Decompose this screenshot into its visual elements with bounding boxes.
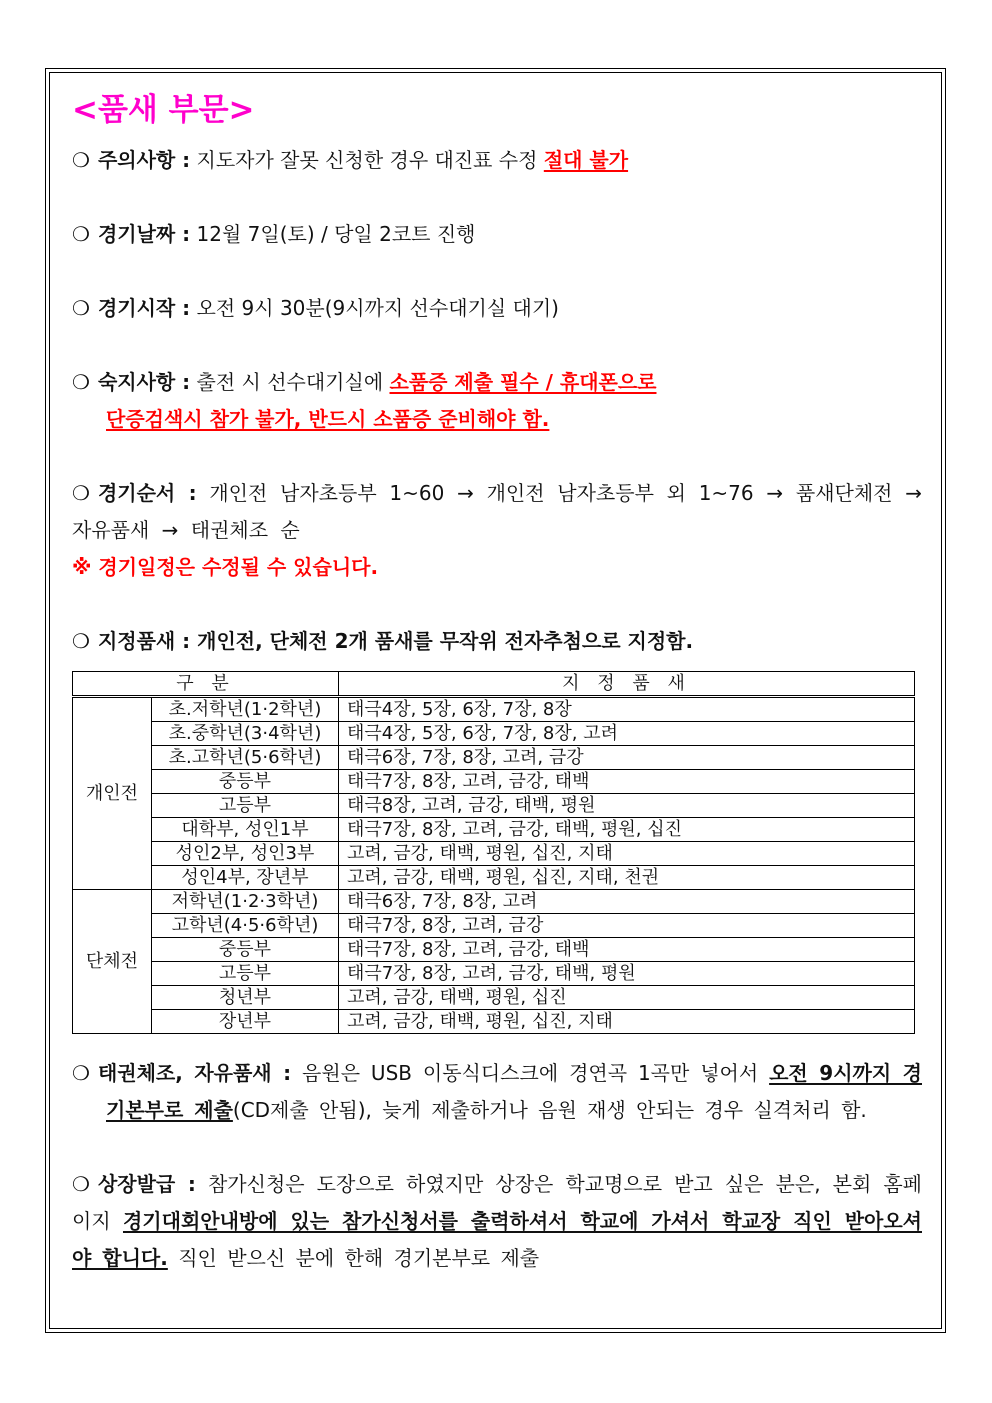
award-text-2: 직인 받으신 분에 한해 경기본부로 제출 (167, 1246, 540, 1270)
table-grade-cell: 성인4부, 장년부 (152, 866, 339, 890)
circle-bullet-icon: ❍ (72, 370, 90, 394)
table-grade-cell: 초.중학년(3·4학년) (152, 722, 339, 746)
table-row (73, 794, 915, 818)
table-row (73, 986, 915, 1010)
table-category-cell: 단체전 (73, 890, 152, 1034)
table-row (73, 697, 915, 722)
table-grade-cell: 장년부 (152, 1010, 339, 1034)
table-grade-cell: 중등부 (152, 938, 339, 962)
order-paragraph (72, 475, 922, 549)
table-patterns-cell: 태극6장, 7장, 8장, 고려, 금강 (339, 746, 915, 770)
schedule-note: ※ 경기일정은 수정될 수 있습니다. (72, 555, 379, 579)
order-text: 개인전 남자초등부 1~60 → 개인전 남자초등부 외 1~76 → 품새단체전 → 자유품새 → 태권체조 순 (72, 481, 922, 542)
notice-emphasis-2: 단증검색시 참가 불가, 반드시 소품증 준비해야 함. (106, 407, 550, 431)
start-text: 오전 9시 30분(9시까지 선수대기실 대기) (190, 296, 559, 320)
caution-paragraph (72, 142, 922, 179)
table-grade-cell: 중등부 (152, 770, 339, 794)
table-patterns-cell: 고려, 금강, 태백, 평원, 십진, 지태, 천권 (339, 866, 915, 890)
table-patterns-cell: 태극4장, 5장, 6장, 7장, 8장 (339, 697, 915, 722)
table-row (73, 866, 915, 890)
award-paragraph (72, 1166, 922, 1277)
freestyle-text-1: 음원은 USB 이동식디스크에 경연곡 1곡만 넣어서 (291, 1061, 770, 1085)
notice-label: 숙지사항 : (97, 370, 191, 394)
circle-bullet-icon: ❍ (72, 481, 90, 505)
date-paragraph (72, 216, 922, 253)
table-grade-cell: 고학년(4·5·6학년) (152, 914, 339, 938)
table-body (73, 697, 915, 1034)
table-grade-cell: 초.저학년(1·2학년) (152, 697, 339, 722)
freestyle-paragraph (72, 1055, 922, 1129)
start-paragraph (72, 290, 922, 327)
freestyle-emphasis: 오전 9시까지 경기본부로 제출 (106, 1061, 922, 1122)
table-row (73, 962, 915, 986)
table-category-cell: 개인전 (73, 697, 152, 890)
table-header-patterns: 지 정 품 새 (339, 672, 915, 697)
award-emphasis: 경기대회안내방에 있는 참가신청서를 출력하셔서 학교에 가셔서 학교장 직인 받아오셔야 합니다. (72, 1209, 922, 1270)
table-patterns-cell: 고려, 금강, 태백, 평원, 십진, 지태 (339, 1010, 915, 1034)
document-body-lower (72, 1055, 922, 1277)
table-row (73, 914, 915, 938)
table-patterns-cell: 태극7장, 8장, 고려, 금강, 태백, 평원 (339, 962, 915, 986)
date-text: 12월 7일(토) / 당일 2코트 진행 (190, 222, 476, 246)
order-label: 경기순서 : (97, 481, 197, 505)
table-grade-cell: 성인2부, 성인3부 (152, 842, 339, 866)
caution-label: 주의사항 : (97, 148, 191, 172)
circle-bullet-icon: ❍ (72, 629, 90, 653)
circle-bullet-icon: ❍ (72, 222, 90, 246)
designated-text: 개인전, 단체전 2개 품새를 무작위 전자추첨으로 지정함. (190, 629, 694, 653)
designated-poomsae-table (72, 671, 915, 1034)
table-row (73, 770, 915, 794)
designated-label: 지정품새 : (97, 629, 191, 653)
table-grade-cell: 고등부 (152, 962, 339, 986)
table-grade-cell: 저학년(1·2·3학년) (152, 890, 339, 914)
table-header-division: 구 분 (73, 672, 339, 697)
award-label: 상장발급 : (97, 1172, 196, 1196)
notice-paragraph (72, 364, 922, 401)
table-grade-cell: 청년부 (152, 986, 339, 1010)
table-grade-cell: 고등부 (152, 794, 339, 818)
table-row (73, 938, 915, 962)
table-row (73, 890, 915, 914)
section-title: <품새 부문> (72, 92, 255, 128)
table-patterns-cell: 태극7장, 8장, 고려, 금강, 태백 (339, 770, 915, 794)
table-patterns-cell: 태극7장, 8장, 고려, 금강, 태백 (339, 938, 915, 962)
table-grade-cell: 대학부, 성인1부 (152, 818, 339, 842)
table-patterns-cell: 태극7장, 8장, 고려, 금강, 태백, 평원, 십진 (339, 818, 915, 842)
caution-emphasis: 절대 불가 (543, 148, 629, 172)
table-row (73, 842, 915, 866)
notice-emphasis-1: 소품증 제출 필수 / 휴대폰으로 (389, 370, 657, 394)
table-row (73, 722, 915, 746)
start-label: 경기시작 : (97, 296, 191, 320)
date-label: 경기날짜 : (97, 222, 191, 246)
table-patterns-cell: 고려, 금강, 태백, 평원, 십진, 지태 (339, 842, 915, 866)
circle-bullet-icon: ❍ (72, 1061, 90, 1085)
table-row (73, 746, 915, 770)
freestyle-text-2: (CD제출 안됨), 늦게 제출하거나 음원 재생 안되는 경우 실격처리 함. (232, 1098, 867, 1122)
document-body (72, 88, 922, 660)
table-patterns-cell: 고려, 금강, 태백, 평원, 십진 (339, 986, 915, 1010)
table-header-row (73, 672, 915, 697)
table-row (73, 1010, 915, 1034)
table-patterns-cell: 태극7장, 8장, 고려, 금강 (339, 914, 915, 938)
notice-text: 출전 시 선수대기실에 (190, 370, 390, 394)
table-patterns-cell: 태극6장, 7장, 8장, 고려 (339, 890, 915, 914)
table-patterns-cell: 태극8장, 고려, 금강, 태백, 평원 (339, 794, 915, 818)
table-grade-cell: 초.고학년(5·6학년) (152, 746, 339, 770)
circle-bullet-icon: ❍ (72, 148, 90, 172)
freestyle-label: 태권체조, 자유품새 : (97, 1061, 292, 1085)
table-patterns-cell: 태극4장, 5장, 6장, 7장, 8장, 고려 (339, 722, 915, 746)
notice-paragraph-cont (72, 401, 922, 438)
caution-text: 지도자가 잘못 신청한 경우 대진표 수정 (190, 148, 544, 172)
circle-bullet-icon: ❍ (72, 1172, 90, 1196)
circle-bullet-icon: ❍ (72, 296, 90, 320)
designated-paragraph (72, 623, 922, 660)
award-text-1: 참가신청은 도장으로 하였지만 상장은 학교명으로 받고 싶은 분은, 본회 홈페이지 (72, 1172, 922, 1233)
table-row (73, 818, 915, 842)
